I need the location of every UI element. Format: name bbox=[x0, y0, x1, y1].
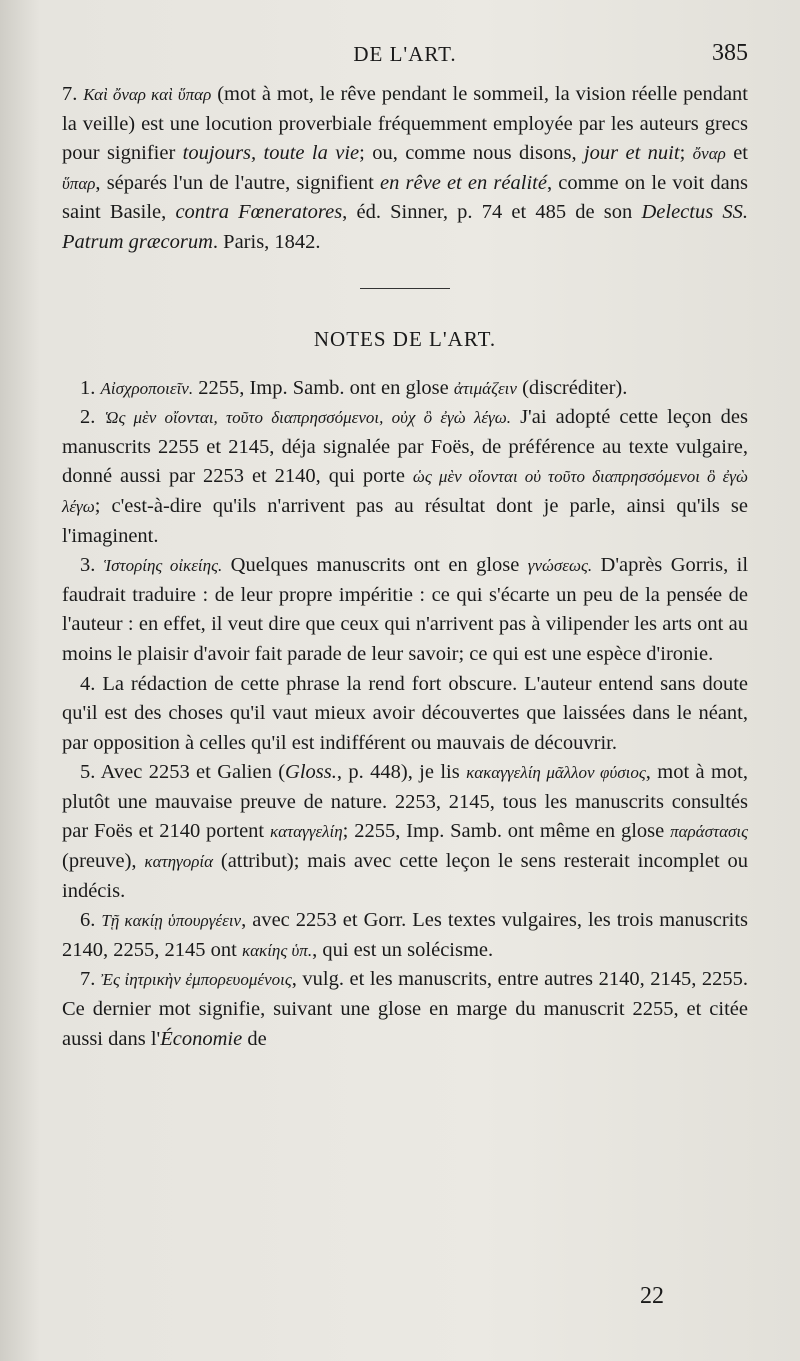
section-title: NOTES DE L'ART. bbox=[313, 326, 497, 351]
signature-mark: 22 bbox=[640, 1283, 664, 1309]
text-run: J'ai adopté cette leçon des manuscrits 2255 et 2145, déja signalée par Foës, de préférence au texte vulgaire, donné aussi par 2253 et 2140, qui porte bbox=[62, 406, 748, 488]
text-run: (attribut); mais avec cette leçon le sens resterait incomplet ou indécis. bbox=[62, 850, 748, 902]
italic-text: toujours, toute la vie bbox=[182, 142, 360, 165]
text-run: (preuve), bbox=[62, 850, 145, 873]
text-run: , avec 2253 et Gorr. Les textes vulgaires, les trois manuscrits 2140, 2255, 2145 ont bbox=[62, 909, 749, 961]
note-1 bbox=[62, 374, 748, 404]
note-3 bbox=[62, 551, 748, 669]
greek-text: κακαγγελίη μᾶλλον φύσιος bbox=[466, 763, 646, 783]
italic-text: Delectus SS. Patrum græcorum bbox=[62, 201, 748, 253]
text-run: , comme on le voit dans saint Basile, bbox=[62, 171, 748, 224]
text-run: ; bbox=[679, 142, 693, 165]
greek-text: κακίης ὑπ. bbox=[241, 940, 313, 960]
text-run: ; c'est-à-dire qu'ils n'arrivent pas au résultat dont je parle, ainsi qu'ils se l'imaginent. bbox=[62, 494, 748, 547]
text-run: , qui est un solécisme. bbox=[312, 938, 494, 961]
text-run: , vulg. et les manuscrits, entre autres 2140, 2145, 2255. Ce dernier mot signifie, suivant une glose en marge du manuscrit 2255, et citée aussi dans l' bbox=[62, 968, 749, 1050]
running-head bbox=[62, 40, 748, 80]
text-run: 4. La rédaction de cette phrase la rend fort obscure. L'auteur entend sans doute qu'il est des choses qu'il vaut mieux avoir découvertes que laissées dans le néant, par opposition à celles qu'il est indifférent ou mauvais de découvrir. bbox=[62, 672, 748, 754]
section-rule bbox=[360, 288, 450, 289]
notes-list bbox=[62, 374, 748, 1055]
note-6 bbox=[62, 906, 748, 965]
running-head-title: DE L'ART. bbox=[353, 42, 457, 66]
text-run: 3. bbox=[80, 554, 104, 577]
greek-text: Ὡς μὲν οἴονται, τοῦτο διαπρησσόμενοι, οὐχ ὃ ἐγὼ λέγω. bbox=[104, 408, 511, 428]
greek-text: Ἱστορίης οἰκείης. bbox=[103, 556, 223, 576]
text-run: 5. Avec 2253 et Galien ( bbox=[80, 761, 286, 784]
text-run: Quelques manuscrits ont en glose bbox=[222, 554, 528, 577]
text-run: 2. bbox=[80, 406, 105, 429]
text-run: et bbox=[725, 142, 748, 165]
text-run: , p. 448), je lis bbox=[336, 761, 467, 784]
text-run: D'après Gorris, il faudrait traduire : de leur propre impéritie : ce qui s'écarte un peu de la pensée de l'auteur : en effet, il veut dire que ceux qui n'arrivent pas à vilipender les arts ont au moins le plaisir d'avoir fait parade de leur savoir; ce qui est une espèce d'ironie. bbox=[62, 554, 749, 665]
top-note-paragraph bbox=[62, 80, 748, 258]
text-run: 7. bbox=[80, 968, 101, 991]
greek-text: παράστασις bbox=[670, 822, 748, 842]
text-run: 7. bbox=[62, 83, 84, 105]
text-run: 6. bbox=[80, 909, 102, 932]
note-5 bbox=[62, 758, 748, 906]
greek-text: ὄναρ bbox=[692, 144, 726, 164]
italic-text: en rêve et en réalité bbox=[380, 171, 547, 194]
greek-text: ὡς μὲν οἴονται οὐ τοῦτο διαπρησσόμενοι ὃ ἐγὼ λέγω bbox=[62, 467, 748, 516]
greek-text: ἀτιμάζειν bbox=[453, 378, 517, 398]
note-2 bbox=[62, 403, 748, 551]
text-run: (mot à mot, le rêve pendant le sommeil, la vision réelle pendant la veille) est une locution proverbiale fréquemment employée par les auteurs grecs pour signifier bbox=[62, 83, 748, 165]
text-run: ; ou, comme nous disons, bbox=[359, 142, 584, 165]
greek-text: γνώσεως. bbox=[527, 556, 593, 576]
italic-text: jour et nuit bbox=[583, 142, 680, 165]
text-run: , éd. Sinner, p. 74 et 485 de son bbox=[342, 201, 642, 224]
text-run: , séparés l'un de l'autre, signifient bbox=[95, 171, 380, 194]
italic-text: contra Fœneratores bbox=[175, 201, 343, 224]
text-run: ; 2255, Imp. Samb. ont même en glose bbox=[342, 820, 671, 843]
italic-text: Économie bbox=[160, 1027, 243, 1050]
text-run: de bbox=[242, 1027, 267, 1050]
text-run: . Paris, 1842. bbox=[212, 230, 321, 253]
greek-text: καταγγελίη bbox=[269, 822, 343, 842]
text-run: , mot à mot, plutôt une mauvaise preuve de nature. 2253, 2145, tous les manuscrits consultés par Foës et 2140 portent bbox=[62, 761, 748, 843]
text-run: 2255, Imp. Samb. ont en glose bbox=[193, 376, 454, 399]
greek-text: Καὶ ὄναρ καὶ ὕπαρ bbox=[83, 85, 212, 104]
note-7 bbox=[62, 965, 748, 1054]
greek-text: ὕπαρ bbox=[62, 173, 96, 193]
italic-text: Gloss. bbox=[285, 761, 337, 784]
text-run: (discréditer). bbox=[516, 376, 628, 399]
greek-text: Τῇ κακίῃ ὑπουργέειν bbox=[101, 911, 242, 931]
note-4 bbox=[62, 670, 748, 759]
greek-text: κατηγορία bbox=[144, 852, 214, 872]
greek-text: Αἰσχροποιεῖν. bbox=[100, 378, 194, 398]
text-run: 1. bbox=[80, 376, 101, 399]
page-number: 385 bbox=[712, 40, 748, 66]
greek-text: Ἐς ἰητρικὴν ἐμπορευομένοις bbox=[100, 970, 292, 990]
